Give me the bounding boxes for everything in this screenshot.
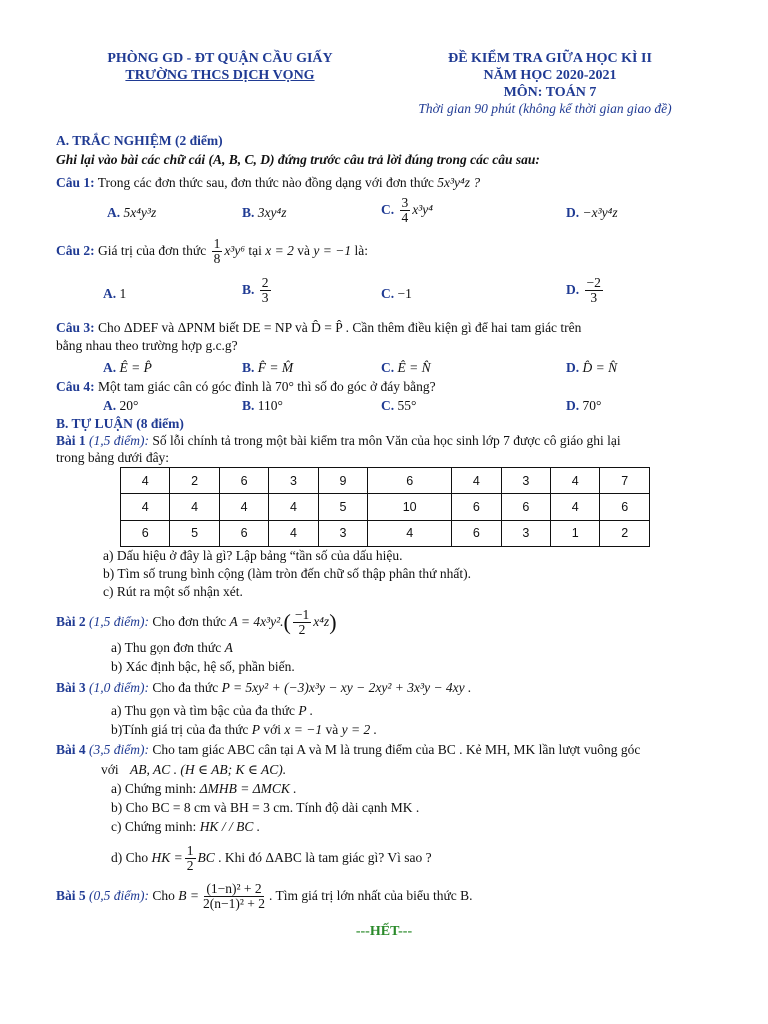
q3-text: Cho ΔDEF và ΔPNM biết DE = NP và D̂ = P̂ . Cần thêm điều kiện gì để hai tam giác trên [98,320,582,335]
b5-label: Bài 5 [56,887,86,903]
q1-option-a [107,205,156,221]
option-letter: A. [103,286,117,301]
q2-and: và [297,242,311,258]
b4-text-line2 [101,762,286,778]
option-value: 110° [257,398,283,413]
b5-text: Cho [152,887,175,903]
school-dept: PHÒNG GD - ĐT QUẬN CẦU GIẤY [107,51,333,66]
q2-x: x = 2 [265,242,294,258]
option-value: 5x⁴y³z [123,205,157,220]
b2-text: Cho đơn thức [152,613,227,629]
b4-c-expr: HK / / BC . [199,819,261,834]
exam-duration: Thời gian 90 phút (không kể thời gian giao đề) [418,101,672,116]
b4-part-a-text: a) Chứng minh: [111,781,197,796]
q2-y: y = −1 [313,242,352,258]
b3-label: Bài 3 [56,680,86,695]
table-cell: 6 [452,520,501,546]
q1-label: Câu 1: [56,175,95,190]
b4-a-expr: ΔMHB = ΔMCK . [199,781,297,796]
b3-with: với [263,722,282,737]
b4-part-c-text: c) Chứng minh: [111,819,197,834]
option-letter: D. [566,360,580,375]
b1-points: (1,5 điểm): [89,433,149,448]
b3-and: và [325,722,339,737]
q3-option-d [566,360,617,376]
table-cell: 4 [269,494,318,520]
b2-expr: A = 4x³y². [229,613,284,629]
part-a-title: A. TRẮC NGHIỆM (2 điểm) [56,133,223,148]
q3-text-line2: bằng nhau theo trường hợp g.c.g? [56,338,238,353]
option-letter: C. [381,286,395,301]
q2-option-b [242,276,273,305]
table-cell: 3 [501,520,550,546]
table-cell: 6 [368,468,452,494]
q2-text: Giá trị của đơn thức [98,242,207,258]
q2-option-c [381,286,412,302]
b3-part-b [111,722,377,738]
table-cell: 7 [600,468,650,494]
table-cell: 4 [551,494,600,520]
b4-d-question: . Khi đó ΔABC là tam giác gì? Vì sao ? [218,849,432,865]
b1-label: Bài 1 [56,433,86,448]
option-value: −1 [397,286,412,301]
b1-part-b: b) Tìm số trung bình cộng (làm tròn đến chữ số thập phân thứ nhất). [103,566,471,581]
option-value: 3xy⁴z [257,205,287,220]
option-letter: C. [381,398,395,413]
problem-2: Bài 2 (1,5 điểm): Cho đơn thức A = 4x³y².( $\frac{-1}{2}$ x⁴z) [56,607,337,638]
q2-text-at: tại [248,242,262,258]
fraction: $\frac{2}{3}$ [261,275,269,306]
b3-part-a [111,703,313,719]
q1-option-c [381,196,433,225]
table-cell: 6 [501,494,550,520]
table-cell: 6 [121,520,170,546]
option-value: D̂ = N̂ [582,360,618,375]
school-year: NĂM HỌC 2020-2021 [483,68,617,83]
question-3 [56,320,581,336]
problem-1 [56,433,621,449]
table-row [121,468,650,494]
b4-condition: AB, AC . (H ∈ AB; K ∈ AC). [130,762,287,777]
b5-expr: B = [178,887,199,903]
b3-part-a-text: a) Thu gọn và tìm bậc của đa thức [111,703,296,718]
b4-part-d-text: d) Cho [111,849,149,865]
option-value: 55° [397,398,417,413]
exam-title: ĐỀ KIỂM TRA GIỮA HỌC KÌ II [448,51,652,66]
q3-option-b [242,360,293,376]
b5-question: . Tìm giá trị lớn nhất của biểu thức B. [269,887,473,903]
table-cell: 6 [219,520,268,546]
table-cell: 4 [121,468,170,494]
table-cell: 2 [170,468,219,494]
q3-label: Câu 3: [56,320,95,335]
b4-text: Cho tam giác ABC cân tại A và M là trung điểm của BC . Kẻ MH, MK lần lượt vuông góc [152,742,641,757]
q1-text: Trong các đơn thức sau, đơn thức nào đồng dạng với đơn thức [97,175,434,190]
q4-option-b [242,398,283,414]
option-letter: A. [103,360,117,375]
table-row [121,520,650,546]
option-value: −x³y⁴z [582,205,618,220]
option-value: 70° [582,398,602,413]
b2-part-a [111,640,233,656]
b4-part-d [111,844,432,873]
fraction: $\frac{-2}{3}$ [586,275,601,306]
b1-text-line2: trong bảng dưới đây: [56,450,170,465]
table-cell: 3 [269,468,318,494]
question-2 [56,237,368,266]
table-cell: 1 [551,520,600,546]
table-cell: 2 [600,520,650,546]
b3-expr: P = 5xy² + (−3)x³y − xy − 2xy² + 3x³y − 4xy . [221,680,472,695]
q1-expr: 5x³y⁴z ? [437,175,481,190]
subject: MÔN: TOÁN 7 [503,85,597,100]
option-letter: B. [242,398,255,413]
q4-label: Câu 4: [56,379,95,394]
table-cell: 10 [368,494,452,520]
table-cell: 4 [269,520,318,546]
b1-part-a: a) Dấu hiệu ở đây là gì? Lập bảng “tần số của dấu hiệu. [103,548,403,563]
q4-option-d [566,398,601,414]
option-letter: A. [103,398,117,413]
fraction: $\frac{1}{8}$ [213,236,221,267]
b4-part-c [111,819,260,835]
part-b-title: B. TỰ LUẬN (8 điểm) [56,416,184,431]
b4-part-b: b) Cho BC = 8 cm và BH = 3 cm. Tính độ dài cạnh MK . [111,800,420,815]
option-value: F̂ = M̂ [257,360,294,375]
school-name: TRƯỜNG THCS DỊCH VỌNG [125,68,315,83]
b3-y: y = 2 . [341,722,377,737]
option-letter: C. [381,201,395,217]
table-cell: 4 [121,494,170,520]
q4-option-c [381,398,416,414]
q3-option-c [381,360,431,376]
q2-option-d [566,276,605,305]
b2-expr-tail: x⁴z [313,613,330,629]
b2-label: Bài 2 [56,613,86,629]
q1-option-d [566,205,618,221]
option-value: Ê = N̂ [397,360,431,375]
table-cell: 4 [452,468,501,494]
b4-with: với [101,762,119,777]
question-1 [56,175,480,191]
q2-expr: x³y⁶ [224,242,246,258]
b2-var: A [224,640,233,655]
q3-option-a [103,360,152,376]
fraction: $\frac{1}{2}$ [186,843,194,874]
q4-text: Một tam giác cân có góc đỉnh là 70° thì số đo góc ở đáy bằng? [98,379,436,394]
fraction: $\frac{\text{(1−n)² + 2}}{\text{2(n−1)² + 2}}$ [203,881,266,912]
option-letter: A. [107,205,121,220]
b3-var: P . [298,703,314,718]
table-cell: 6 [600,494,650,520]
table-cell: 6 [452,494,501,520]
table-cell: 5 [318,494,367,520]
table-cell: 4 [368,520,452,546]
b3-points: (1,0 điểm): [89,680,149,695]
option-letter: B. [242,281,255,297]
b3-var: P [251,722,261,737]
table-cell: 6 [219,468,268,494]
error-count-table [120,467,650,547]
end-marker: ---HẾT--- [355,924,413,939]
b4-label: Bài 4 [56,742,86,757]
problem-3 [56,680,471,696]
b5-points: (0,5 điểm): [89,887,149,903]
option-letter: B. [242,205,255,220]
table-cell: 4 [219,494,268,520]
b1-text: Số lỗi chính tả trong một bài kiểm tra môn Văn của học sinh lớp 7 được cô giáo ghi lại [152,433,621,448]
table-cell: 9 [318,468,367,494]
q2-option-a [103,286,126,302]
option-letter: B. [242,360,255,375]
option-value: 1 [119,286,127,301]
option-value: Ê = P̂ [119,360,152,375]
b1-part-c: c) Rút ra một số nhận xét. [103,584,243,599]
b4-part-a [111,781,297,797]
option-letter: D. [566,205,580,220]
fraction: $\frac{-1}{2}$ [294,607,310,638]
b3-part-b-text: b)Tính giá trị của đa thức [111,722,249,737]
part-a-instruction: Ghi lại vào bài các chữ cái (A, B, C, D) đứng trước câu trả lời đúng trong các câu sau: [56,152,540,167]
table-cell: 3 [501,468,550,494]
b4-points: (3,5 điểm): [89,742,149,757]
b2-part-a-text: a) Thu gọn đơn thức [111,640,222,655]
table-cell: 5 [170,520,219,546]
q1-option-b [242,205,286,221]
option-letter: C. [381,360,395,375]
q2-label: Câu 2: [56,242,95,258]
table-row [121,494,650,520]
problem-5 [56,882,473,911]
q4-option-a [103,398,138,414]
option-letter: D. [566,398,580,413]
problem-4 [56,742,640,758]
option-letter: D. [566,281,580,297]
fraction: $\frac{3}{4}$ [401,195,409,226]
b3-text: Cho đa thức [152,680,219,695]
question-4 [56,379,436,395]
option-value: x³y⁴ [412,201,433,217]
option-value: 20° [119,398,139,413]
b2-points: (1,5 điểm): [89,613,149,629]
b3-x: x = −1 [284,722,323,737]
b4-d-expr: HK = [151,849,183,865]
table-cell: 4 [170,494,219,520]
b2-part-b: b) Xác định bậc, hệ số, phần biến. [111,659,295,674]
table-cell: 3 [318,520,367,546]
q2-text-end: là: [354,242,368,258]
b4-d-expr2: BC [197,849,215,865]
table-cell: 4 [551,468,600,494]
